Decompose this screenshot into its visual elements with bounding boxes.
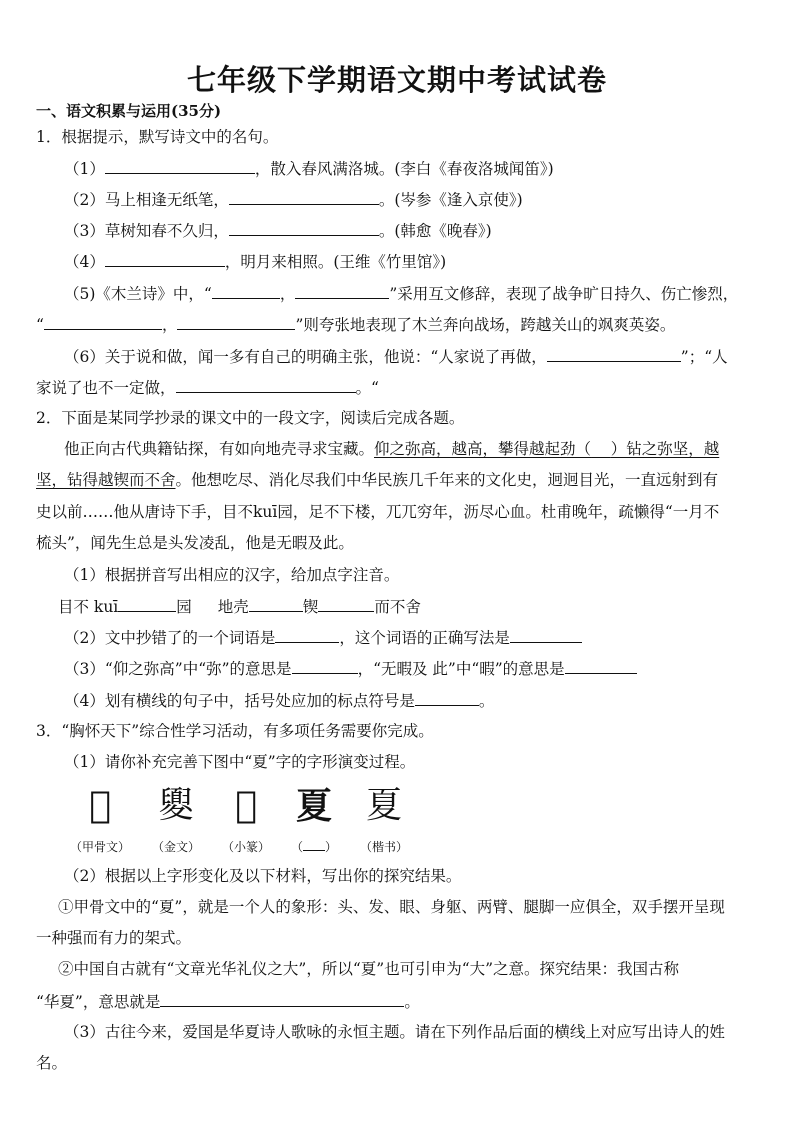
item-text: ，散入春风满洛城。(李白《春夜洛城闻笛》) [254, 160, 554, 178]
q3-sub-2: （2）根据以上字形变化及以下材料，写出你的探究结果。 [64, 867, 462, 885]
underlined-sentence: 坚，钻得越锲而不舍 [36, 471, 176, 489]
item-text: ”则夸张地表现了木兰奔向战场，跨越关山的飒爽英姿。 [295, 316, 676, 334]
q1-item-1 [64, 157, 554, 180]
q3-material-1-line-2: 一种强而有力的架式。 [36, 929, 192, 947]
answer-blank[interactable] [415, 689, 479, 706]
q1-item-5-line-2 [36, 313, 675, 336]
q3-material-1-line-1: ①甲骨文中的“夏”，就是一个人的象形：头、发、眼、身躯、两臂、腿脚一应俱全，双手摆开呈现 [58, 898, 725, 916]
item-text: （2）马上相逢无纸笔， [64, 191, 229, 209]
evolution-oracle-bone [70, 786, 130, 855]
answer-blank[interactable] [176, 376, 356, 393]
passage-text: 他正向古代典籍钻探，有如向地壳寻求宝藏。 [64, 440, 375, 458]
passage-text: 。他想吃尽、消化尽我们中华民族几千年来的文化史，迥迥目光，一直远射到有 [175, 471, 719, 489]
clerical-glyph: 夏 [295, 785, 332, 827]
evolution-caption: （甲骨文） [70, 840, 131, 854]
answer-blank[interactable] [510, 626, 582, 643]
evolution-small-seal [216, 786, 276, 855]
q3-sub-1: （1）请你补充完善下图中“夏”字的字形演变过程。 [64, 753, 416, 771]
item-text: 。(岑参《逢入京使》) [378, 191, 523, 209]
section-heading: 一、语文积累与运用(35分) [36, 102, 222, 120]
caption-text: ） [325, 840, 338, 854]
answer-blank[interactable] [160, 990, 404, 1007]
answer-blank[interactable] [318, 595, 374, 612]
evolution-caption: （小篆） [221, 840, 270, 854]
answer-blank[interactable] [44, 313, 162, 330]
question-text: “华夏”，意思就是 [36, 993, 161, 1011]
answer-blank[interactable] [249, 595, 303, 612]
evolution-caption [284, 838, 344, 855]
item-text: 。(韩愈《晚春》) [378, 222, 492, 240]
regular-script-glyph: 夏 [365, 785, 402, 826]
q3-sub-3-line-1: （3）古往今来，爱国是华夏诗人歌咏的永恒主题。请在下列作品后面的横线上对应写出诗人的姓 [64, 1023, 725, 1041]
answer-blank[interactable] [229, 188, 379, 205]
exam-title: 七年级下学期语文期中考试试卷 [186, 63, 607, 97]
item-text: ， [161, 316, 178, 334]
question-text: （3）“仰之弥高”中“弥”的意思是 [64, 660, 292, 678]
q2-sub-1: （1）根据拼音写出相应的汉字，给加点字注音。 [64, 566, 400, 584]
caption-text: （ [290, 840, 303, 854]
q1-item-6-line-2 [36, 376, 379, 399]
answer-blank[interactable] [177, 313, 295, 330]
item-text: ，明月来相照。(王维《竹里馆》) [224, 253, 447, 271]
item-text: 家说了也不一定做， [36, 379, 176, 397]
q1-item-2 [64, 188, 523, 211]
q2-sub-1-blanks [58, 595, 421, 618]
answer-blank[interactable] [547, 345, 681, 362]
answer-blank[interactable] [303, 838, 325, 851]
answer-blank[interactable] [292, 657, 358, 674]
q2-passage-line-1 [64, 438, 719, 460]
word-text: 地壳 [217, 598, 249, 616]
q1-item-3 [64, 219, 492, 242]
answer-blank[interactable] [105, 250, 225, 267]
q3-stem: 3．“胸怀天下”综合性学习活动，有多项任务需要你完成。 [36, 722, 434, 740]
item-text: ”采用互文修辞，表现了战争旷日持久、伤亡惨烈， [389, 285, 739, 303]
question-text: ，“无暇及 此”中“暇”的意思是 [357, 660, 565, 678]
evolution-caption: （楷书） [359, 840, 408, 854]
item-text: （3）草树知春不久归， [64, 222, 229, 240]
question-text: （2）文中抄错了的一个词语是 [64, 629, 276, 647]
evolution-caption: （金文） [151, 840, 200, 854]
answer-blank[interactable] [118, 595, 176, 612]
pinyin-word: 目不 kuī [58, 598, 119, 616]
answer-blank[interactable] [105, 157, 255, 174]
question-text: （4）划有横线的句子中，括号处应加的标点符号是 [64, 692, 415, 710]
small-seal-glyph: 𡕰 [235, 785, 257, 826]
answer-blank[interactable] [212, 282, 280, 299]
question-text: 。 [404, 993, 420, 1011]
item-number: （1） [64, 160, 105, 178]
q2-sub-4 [64, 689, 494, 712]
oracle-bone-glyph: 𦥺 [89, 785, 111, 826]
question-text: ，这个词语的正确写法是 [339, 629, 510, 647]
q2-sub-3 [64, 657, 637, 680]
punctuation-gap[interactable] [591, 440, 611, 458]
q1-item-5-line-1 [64, 282, 738, 305]
q1-item-4 [64, 250, 446, 273]
item-text: （5)《木兰诗》中，“ [64, 285, 212, 303]
item-text: ， [279, 285, 296, 303]
evolution-missing [284, 786, 344, 855]
underlined-sentence [374, 440, 719, 458]
evolution-bronze [146, 786, 206, 855]
q3-sub-3-line-2: 名。 [36, 1054, 68, 1072]
q1-stem: 1．根据提示，默写诗文中的名句。 [36, 128, 279, 146]
item-text: ”；“人 [680, 348, 728, 366]
q2-passage-line-2 [36, 469, 718, 491]
word-text: 园 [176, 598, 192, 616]
q2-passage-line-4: 梳头”，闻先生总是头发凌乱，他是无暇及此。 [36, 534, 354, 552]
answer-blank[interactable] [229, 219, 379, 236]
bronze-glyph: 夓 [157, 785, 194, 826]
item-text: “ [36, 316, 44, 334]
item-text: （6）关于说和做，闻一多有自己的明确主张，他说：“人家说了再做， [64, 348, 547, 366]
underlined-text: ）钻之弥坚，越 [610, 440, 720, 458]
q2-passage-line-3: 史以前……他从唐诗下手，目不kuī园，足不下楼，兀兀穷年，沥尽心血。杜甫晚年，疏懒得“一月不 [36, 503, 720, 521]
item-text: 。“ [355, 379, 379, 397]
q3-material-2-line-2 [36, 990, 420, 1013]
question-text: 。 [478, 692, 495, 710]
q1-item-6-line-1 [64, 345, 728, 368]
item-number: （4） [64, 253, 105, 271]
underlined-text: 仰之弥高，越高，攀得越起劲（ [374, 440, 592, 458]
q3-material-2-line-1: ②中国自古就有“文章光华礼仪之大”，所以“夏”也可引申为“大”之意。探究结果：我国古称 [58, 960, 680, 978]
evolution-regular [354, 786, 414, 855]
word-text: 锲 [302, 598, 319, 616]
word-text: 而不舍 [374, 598, 421, 616]
answer-blank[interactable] [295, 282, 389, 299]
answer-blank[interactable] [565, 657, 637, 674]
q2-sub-2 [64, 626, 582, 649]
q2-stem: 2．下面是某同学抄录的课文中的一段文字，阅读后完成各题。 [36, 409, 465, 427]
answer-blank[interactable] [275, 626, 339, 643]
